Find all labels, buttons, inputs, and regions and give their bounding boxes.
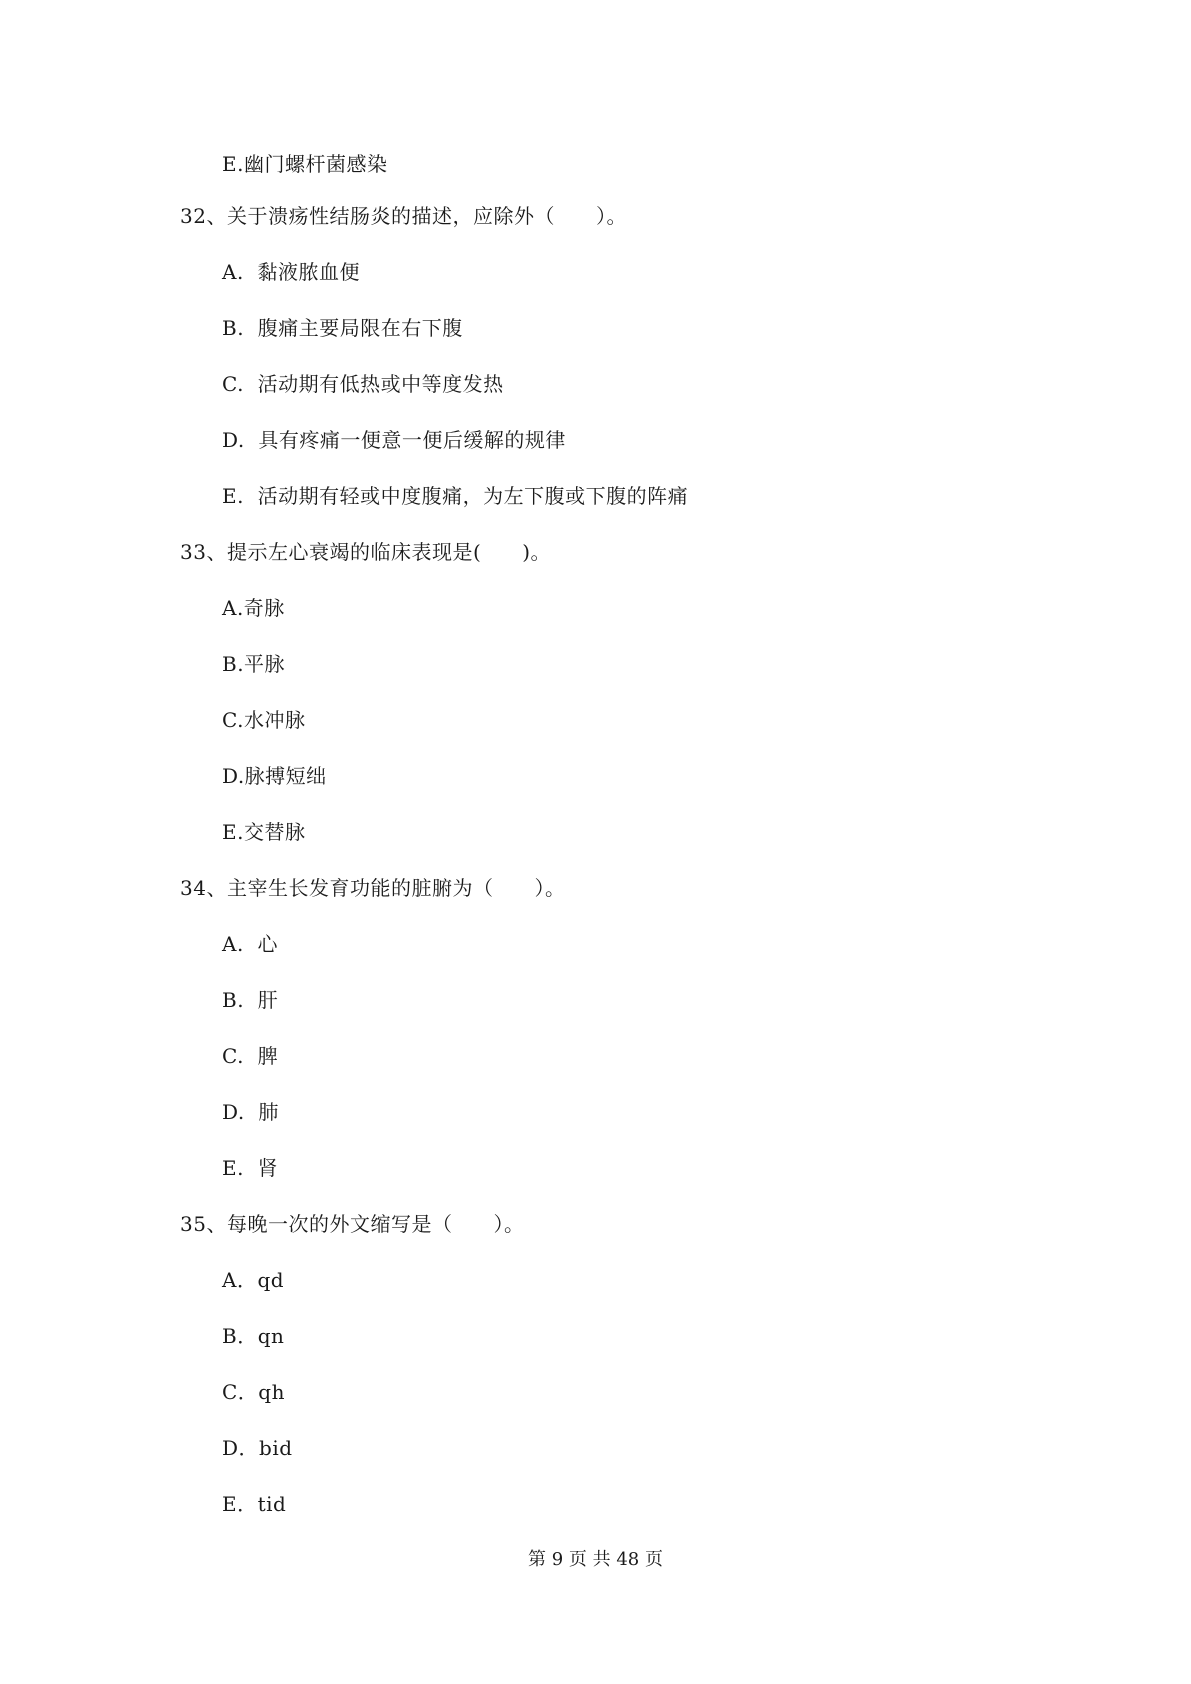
question-33-option-a: A.奇脉 — [222, 596, 285, 620]
question-35-option-e: E．tid — [222, 1492, 287, 1516]
question-33-option-d: D.脉搏短绌 — [222, 764, 327, 788]
question-34-option-a: A. 心 — [222, 932, 279, 956]
question-33-option-e: E.交替脉 — [222, 820, 306, 844]
question-35-option-a: A．qd — [222, 1268, 285, 1292]
question-32-option-a: A. 黏液脓血便 — [222, 260, 361, 284]
question-35-stem: 35、每晚一次的外文缩写是（ ）。 — [180, 1212, 525, 1236]
question-33-stem: 33、提示左心衰竭的临床表现是( )。 — [180, 540, 552, 564]
question-32-option-e: E. 活动期有轻或中度腹痛，为左下腹或下腹的阵痛 — [222, 484, 689, 508]
question-35-option-c: C．qh — [222, 1380, 285, 1404]
question-33-option-c: C.水冲脉 — [222, 708, 306, 732]
page-number-footer: 第 9 页 共 48 页 — [528, 1549, 663, 1570]
question-34-option-c: C. 脾 — [222, 1044, 279, 1068]
question-35-option-b: B．qn — [222, 1324, 285, 1348]
prev-question-option-e: E.幽门螺杆菌感染 — [222, 152, 388, 176]
question-35-option-d: D．bid — [222, 1436, 293, 1460]
question-33-option-b: B.平脉 — [222, 652, 286, 676]
question-34-option-b: B. 肝 — [222, 988, 279, 1012]
question-32-option-b: B. 腹痛主要局限在右下腹 — [222, 316, 463, 340]
question-34-stem: 34、主宰生长发育功能的脏腑为（ ）。 — [180, 876, 566, 900]
question-32-option-d: D. 具有疼痛一便意一便后缓解的规律 — [222, 428, 566, 452]
question-32-option-c: C. 活动期有低热或中等度发热 — [222, 372, 504, 396]
question-34-option-e: E. 肾 — [222, 1156, 279, 1180]
question-34-option-d: D. 肺 — [222, 1100, 279, 1124]
question-32-stem: 32、关于溃疡性结肠炎的描述，应除外（ ）。 — [180, 204, 627, 228]
